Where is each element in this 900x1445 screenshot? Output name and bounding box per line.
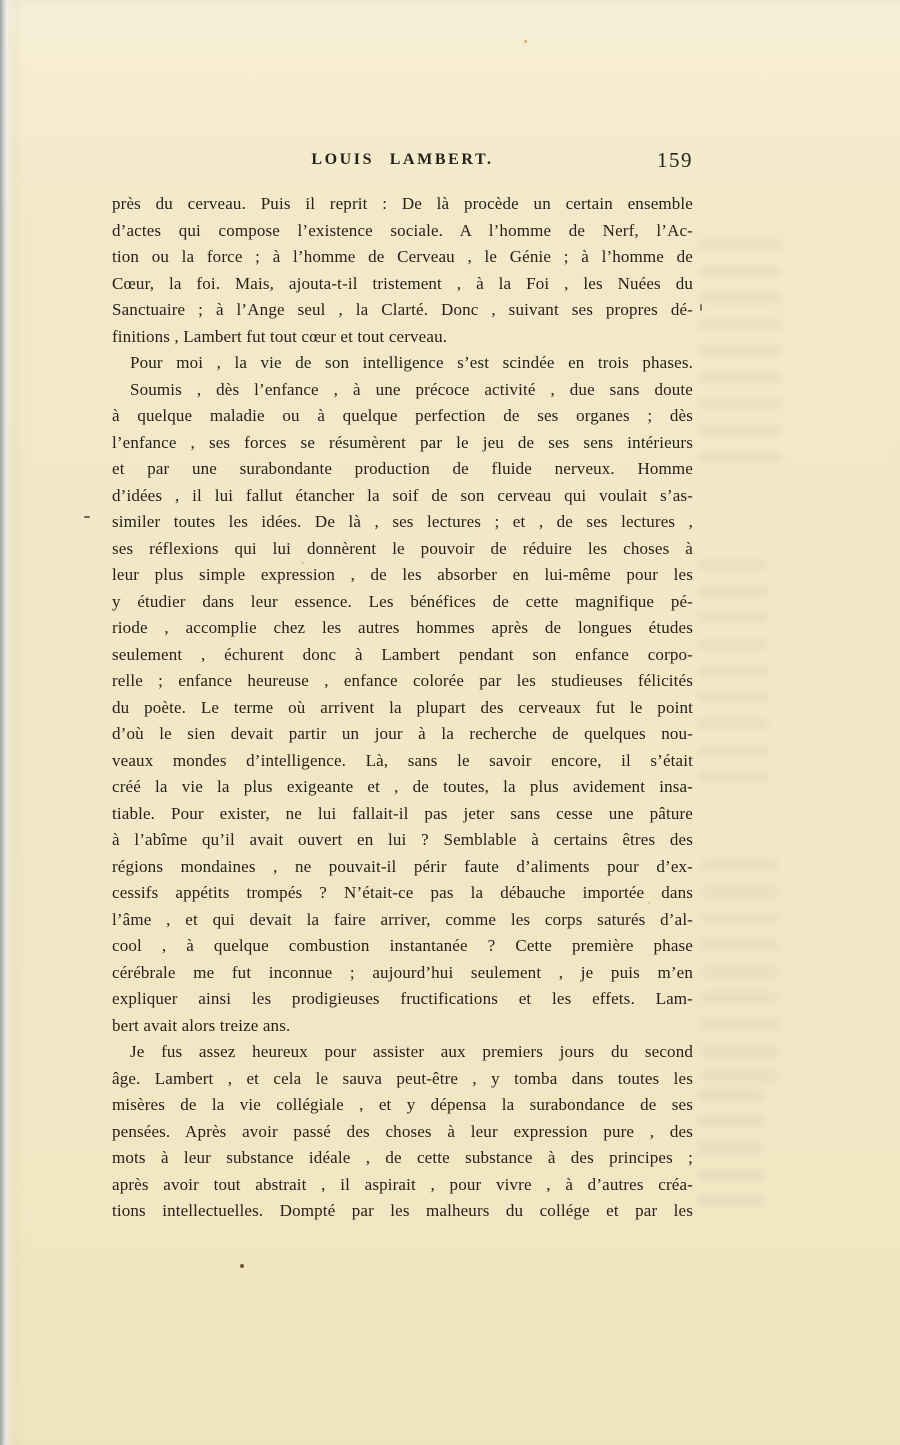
page-number: 159 bbox=[657, 148, 693, 172]
text-line: seulement , échurent donc à Lambert pendant son enfance corpo- bbox=[112, 644, 693, 664]
paper-speck bbox=[240, 1264, 244, 1268]
text-line: l’âme , et qui devait la faire arriver, comme les corps saturés d’al- bbox=[112, 909, 693, 929]
text-line: à l’abîme qu’il avait ouvert en lui ? Semblable à certains êtres des bbox=[112, 830, 693, 849]
text-line: à quelque maladie ou à quelque perfection de ses organes ; dès bbox=[112, 406, 693, 425]
text-line: Cœur, la foi. Mais, ajouta-t-il tristement , à la Foi , les Nuées du bbox=[112, 273, 693, 293]
text-line: similer toutes les idées. De là , ses lectures ; et , de ses lectures , bbox=[112, 512, 693, 531]
text-line: Je fus assez heureux pour assister aux premiers jours du second bbox=[130, 1042, 693, 1061]
text-line: bert avait alors treize ans. bbox=[112, 1015, 291, 1035]
text-line: d’idées , il lui fallut étancher la soif de son cerveau qui voulait s’as- bbox=[112, 485, 693, 505]
text-line: y étudier dans leur essence. Les bénéfices de cette magnifique pé- bbox=[112, 591, 693, 611]
text-line: veaux mondes d’intelligence. Là, sans le savoir encore, il s’était bbox=[112, 750, 693, 770]
text-line: mots à leur substance idéale , de cette substance à des principes ; bbox=[112, 1148, 693, 1167]
text-line: tions intellectuelles. Dompté par les malheurs du collége et par les bbox=[112, 1201, 693, 1220]
text-line: régions mondaines , ne pouvait-il périr faute d’aliments pour d’ex- bbox=[112, 856, 693, 876]
text-line: l’enfance , ses forces se résumèrent par le jeu de ses sens intérieurs bbox=[112, 432, 693, 452]
scan-left-edge-fade bbox=[6, 0, 16, 1445]
ink-bleed-through bbox=[702, 860, 777, 1080]
text-line: et par une surabondante production de fluide nerveux. Homme bbox=[112, 459, 693, 478]
text-line: d’actes qui compose l’existence sociale. A l’homme de Nerf, l’Ac- bbox=[112, 220, 693, 240]
text-line: Soumis , dès l’enfance , à une précoce activité , due sans doute bbox=[130, 379, 693, 399]
text-line: Pour moi , la vie de son intelligence s’est scindée en trois phases. bbox=[130, 353, 693, 372]
running-header bbox=[112, 148, 693, 177]
paper-speck bbox=[648, 902, 650, 904]
text-line: finitions , Lambert fut tout cœur et tout cerveau. bbox=[112, 326, 448, 346]
text-line: âge. Lambert , et cela le sauva peut-être , y tomba dans toutes les bbox=[112, 1068, 693, 1088]
text-line: cérébrale me fut inconnue ; aujourd’hui seulement , je puis m’en bbox=[112, 962, 693, 982]
paper-speck bbox=[700, 304, 702, 311]
text-line: cessifs appétits trompés ? N’était-ce pas la débauche importée dans bbox=[112, 883, 693, 902]
text-line: tion ou la force ; à l’homme de Cerveau , le Génie ; à l’homme de bbox=[112, 247, 693, 266]
text-line: misères de la vie collégiale , et y dépensa la surabondance de ses bbox=[112, 1095, 693, 1114]
paper-speck bbox=[302, 562, 304, 564]
paper-speck bbox=[84, 516, 90, 518]
text-line: riode , accomplie chez les autres hommes après de longues études bbox=[112, 618, 693, 637]
text-line: d’où le sien devait partir un jour à la recherche de quelques nou- bbox=[112, 724, 693, 743]
ink-bleed-through bbox=[700, 240, 780, 470]
paper-speck bbox=[524, 40, 527, 43]
ink-bleed-through bbox=[698, 1090, 763, 1220]
body-text bbox=[112, 191, 693, 1225]
text-line: tiable. Pour exister, ne lui fallait-il pas jeter sans cesse une pâture bbox=[112, 803, 693, 823]
text-line: du poète. Le terme où arrivent la plupart des cerveaux fut le point bbox=[112, 697, 693, 717]
text-line: leur plus simple expression , de les absorber en lui-même pour les bbox=[112, 565, 693, 584]
text-line: près du cerveau. Puis il reprit : De là procède un certain ensemble bbox=[112, 194, 693, 213]
text-line: après avoir tout abstrait , il aspirait , pour vivre , à d’autres créa- bbox=[112, 1174, 693, 1194]
text-line: Sanctuaire ; à l’Ange seul , la Clarté. Donc , suivant ses propres dé- bbox=[112, 300, 693, 319]
text-line: ses réflexions qui lui donnèrent le pouvoir de réduire les choses à bbox=[112, 538, 693, 558]
ink-bleed-through bbox=[698, 560, 768, 800]
text-line: relle ; enfance heureuse , enfance colorée par les studieuses félicités bbox=[112, 671, 693, 690]
text-line: créé la vie la plus exigeante et , de toutes, la plus avidement insa- bbox=[112, 777, 693, 796]
running-title: LOUIS LAMBERT. bbox=[311, 151, 494, 168]
text-line: cool , à quelque combustion instantanée ? Cette première phase bbox=[112, 936, 693, 955]
text-line: expliquer ainsi les prodigieuses fructifications et les effets. Lam- bbox=[112, 989, 693, 1008]
text-line: pensées. Après avoir passé des choses à leur expression pure , des bbox=[112, 1121, 693, 1141]
